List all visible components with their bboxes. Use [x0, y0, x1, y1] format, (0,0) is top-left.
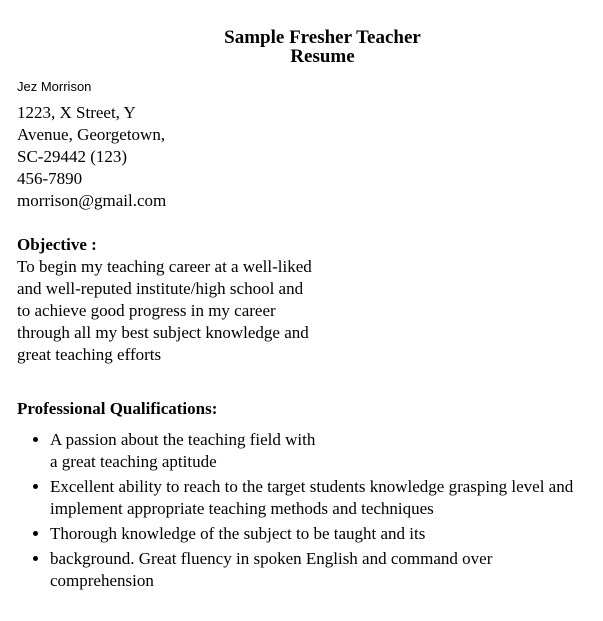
- qualification-line: • A passion about the teaching field with: [50, 430, 316, 449]
- objective-section-heading: Objective :: [17, 235, 97, 254]
- page-title: [42, 28, 603, 66]
- qualification-item: [50, 523, 603, 545]
- qualification-line: • background. Great fluency in spoken English and command over: [50, 549, 493, 568]
- qualification-line: • Excellent ability to reach to the target students knowledge grasping level and: [50, 477, 574, 496]
- qualification-item: [50, 429, 603, 473]
- objective-text-line: and well-reputed institute/high school and: [17, 279, 304, 298]
- qualification-line: implement appropriate teaching methods and techniques: [50, 499, 434, 518]
- email-address: morrison@gmail.com: [17, 191, 167, 210]
- qualifications-section-heading: Professional Qualifications:: [17, 399, 218, 418]
- address-line: 456-7890: [17, 169, 83, 188]
- qualifications-list: [0, 429, 603, 592]
- page-title-line: Sample Fresher Teacher: [224, 27, 421, 48]
- address-line: Avenue, Georgetown,: [17, 125, 166, 144]
- qualification-line: comprehension: [50, 571, 154, 590]
- qualification-item: [50, 476, 603, 520]
- qualification-line: • Thorough knowledge of the subject to be taught and its: [50, 524, 426, 543]
- address-line: 1223, X Street, Y: [17, 103, 136, 122]
- objective-text-line: through all my best subject knowledge and: [17, 323, 309, 342]
- address-line: SC-29442 (123): [17, 147, 128, 166]
- objective-text: [17, 256, 603, 366]
- contact-address: [17, 102, 603, 212]
- objective-text-line: To begin my teaching career at a well-liked: [17, 257, 312, 276]
- qualification-line: a great teaching aptitude: [50, 452, 217, 471]
- contact-name: Jez Morrison: [17, 79, 92, 94]
- page-title-line: Resume: [290, 46, 355, 67]
- objective-text-line: to achieve good progress in my career: [17, 301, 276, 320]
- objective-text-line: great teaching efforts: [17, 345, 162, 364]
- qualification-item: [50, 548, 603, 592]
